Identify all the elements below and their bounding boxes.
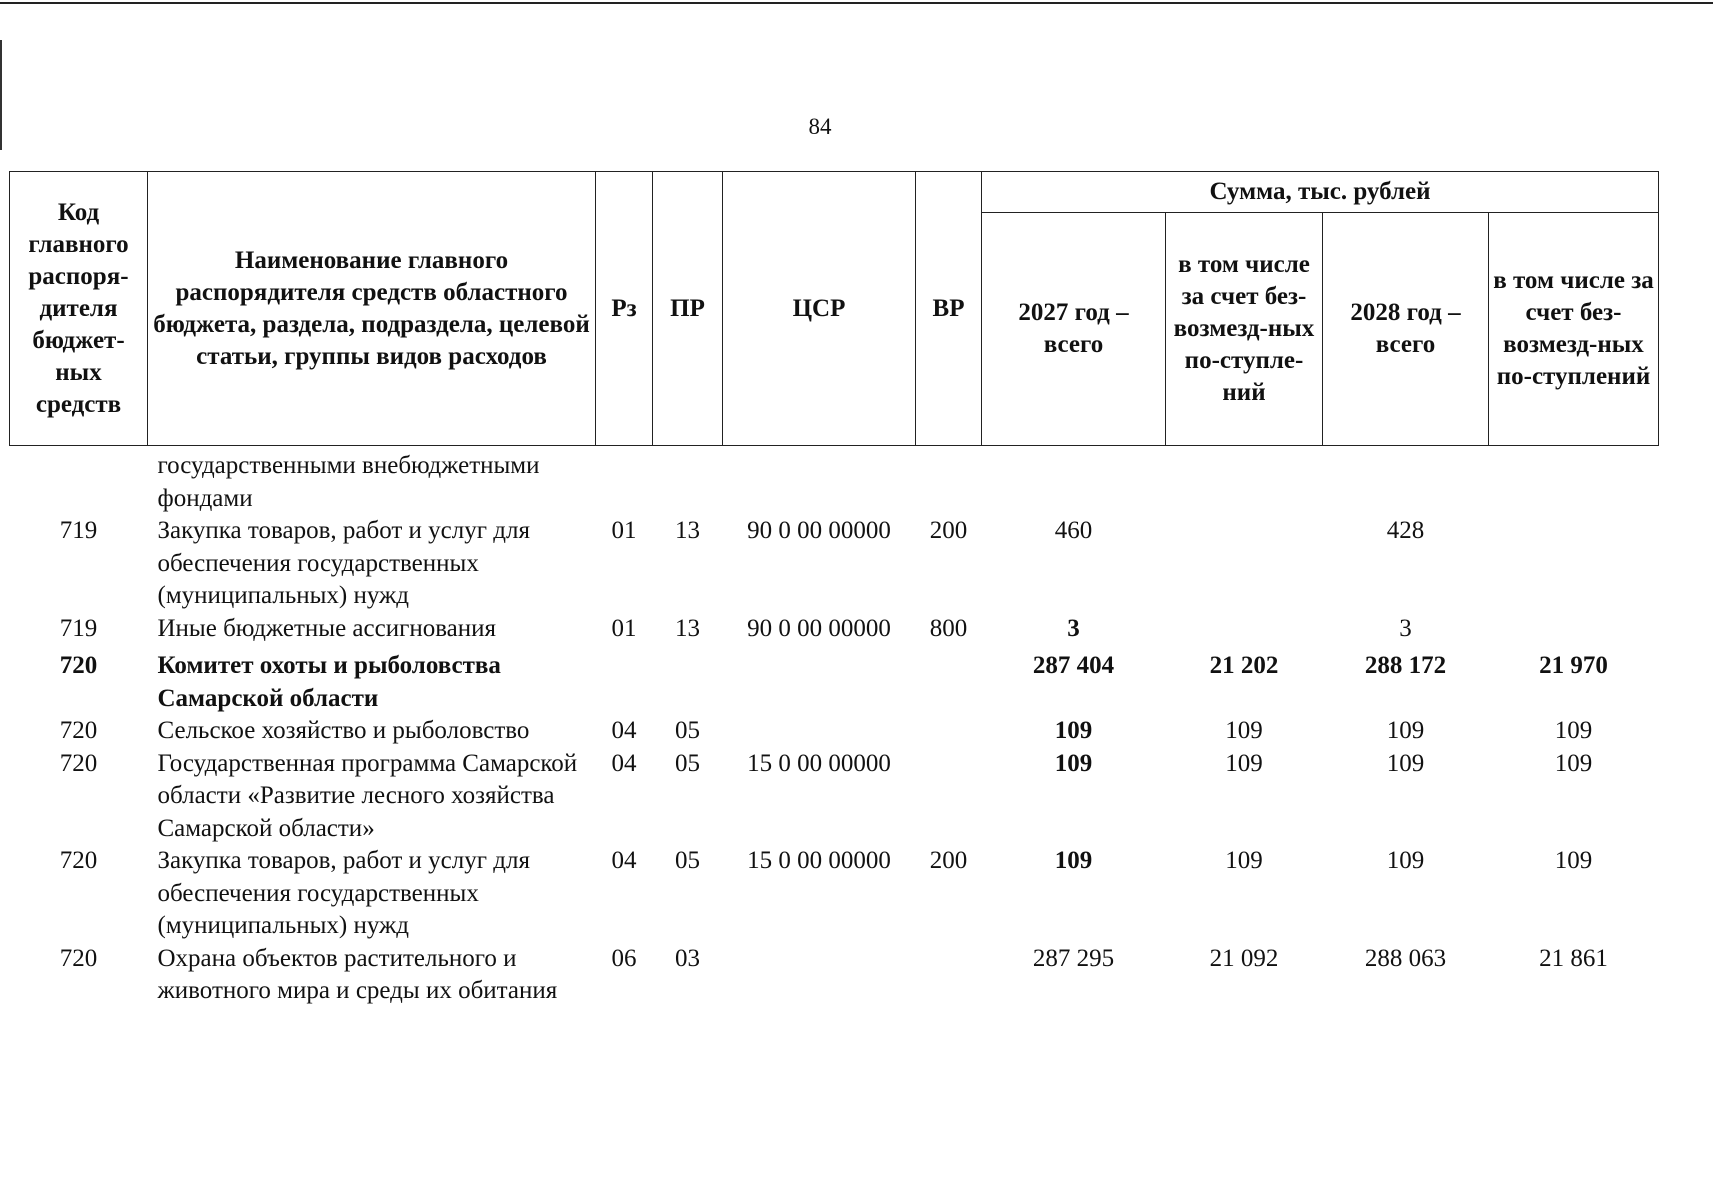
cell-2028-grants: 109 (1554, 717, 1593, 744)
cell-code: 720 (59, 717, 98, 744)
cell-pr (653, 446, 723, 516)
cell-name: Иные бюджетные ассигнования (157, 614, 497, 642)
table-row (10, 748, 1659, 846)
cell-rz: 04 (611, 847, 637, 874)
cell-csr: 15 0 00 00000 (747, 847, 891, 874)
cell-vr: 200 (929, 517, 968, 544)
cell-code (10, 446, 148, 516)
cell-rz: 04 (611, 717, 637, 744)
cell-code: 719 (59, 614, 98, 642)
cell-2027-grants: 109 (1225, 847, 1263, 874)
cell-2028-grants: 21 861 (1539, 944, 1608, 972)
cell-2028-total: 109 (1386, 717, 1425, 744)
table-row (10, 613, 1659, 646)
cell-2027-grants (1166, 515, 1323, 613)
cell-2028-total: 109 (1386, 847, 1425, 874)
cell-code: 720 (59, 847, 98, 874)
cell-2028-grants (1489, 515, 1659, 613)
cell-pr: 05 (675, 847, 700, 874)
cell-2027-total (982, 446, 1166, 516)
cell-name: Государственная программа Самарской области «Развитие лесного хозяйства Самарской области» (157, 749, 578, 842)
header-name: Наименование главного распорядителя средств областного бюджета, раздела, подраздела, целевой статьи, группы видов расходов (148, 172, 596, 446)
cell-rz: 06 (611, 944, 637, 972)
cell-2028-grants: 21 970 (1539, 652, 1608, 679)
cell-vr (916, 715, 982, 748)
cell-2028-grants (1489, 446, 1659, 516)
table-header (10, 172, 1659, 446)
table-row (10, 845, 1659, 943)
cell-name: Охрана объектов растительного и животного мира и среды их обитания (157, 944, 558, 1004)
cell-name: государственными внебюджетными фондами (157, 452, 540, 512)
header-2027-total: 2027 год – всего (982, 213, 1166, 446)
header-2028-grants: в том числе за счет без-возмезд-ных по-ступлений (1489, 213, 1659, 446)
header-2028-total: 2028 год – всего (1323, 213, 1489, 446)
table-row (10, 943, 1659, 1008)
cell-vr (916, 446, 982, 516)
cell-2027-total: 109 (1054, 749, 1093, 777)
cell-code: 719 (59, 517, 98, 544)
cell-2027-grants: 21 202 (1209, 652, 1279, 679)
cell-2027-total: 109 (1054, 717, 1093, 744)
cell-name: Закупка товаров, работ и услуг для обеспечения государственных (муниципальных) нужд (157, 847, 530, 939)
cell-code: 720 (59, 749, 98, 777)
cell-csr: 90 0 00 00000 (747, 614, 891, 642)
cell-code: 720 (59, 944, 98, 972)
cell-csr (723, 715, 916, 748)
table-row (10, 645, 1659, 715)
page-number: 84 (808, 114, 832, 139)
table-row (10, 446, 1659, 516)
cell-2028-total: 288 063 (1364, 944, 1447, 972)
top-border-line (0, 2, 1713, 4)
cell-2028-grants (1489, 613, 1659, 646)
header-sum: Сумма, тыс. рублей (982, 172, 1659, 213)
cell-vr: 200 (929, 847, 968, 874)
cell-2027-total: 287 295 (1032, 944, 1115, 972)
cell-2028-total: 428 (1386, 517, 1425, 544)
cell-pr: 03 (675, 944, 700, 972)
cell-vr (916, 645, 982, 715)
cell-2027-total: 3 (1067, 614, 1080, 642)
table-row (10, 715, 1659, 748)
cell-name: Сельское хозяйство и рыболовство (157, 717, 530, 744)
header-vr: ВР (916, 172, 982, 446)
header-csr: ЦСР (723, 172, 916, 446)
cell-rz (596, 446, 653, 516)
header-2027-grants: в том числе за счет без-возмезд-ных по-ступле-ний (1166, 213, 1323, 446)
cell-csr: 15 0 00 00000 (747, 749, 891, 777)
cell-2027-total: 460 (1054, 517, 1093, 544)
cell-2028-total: 109 (1386, 749, 1425, 777)
cell-2027-grants (1166, 613, 1323, 646)
cell-csr: 90 0 00 00000 (747, 517, 891, 544)
cell-2027-total: 287 404 (1032, 652, 1115, 679)
cell-2028-total: 288 172 (1364, 652, 1447, 679)
cell-rz: 04 (611, 749, 637, 777)
cell-2028-grants: 109 (1554, 847, 1593, 874)
cell-code: 720 (59, 652, 98, 679)
cell-2027-grants (1166, 446, 1323, 516)
cell-rz: 01 (611, 517, 637, 544)
cell-csr (723, 645, 916, 715)
budget-table (9, 171, 1659, 1008)
cell-2027-grants: 109 (1225, 717, 1263, 744)
cell-pr: 05 (675, 749, 700, 777)
cell-2027-grants: 21 092 (1209, 944, 1279, 972)
cell-2027-grants: 109 (1225, 749, 1263, 777)
cell-name: Комитет охоты и рыболовства Самарской области (157, 652, 501, 712)
table-body (10, 446, 1659, 1008)
cell-2027-total: 109 (1054, 847, 1093, 874)
header-rz: Рз (596, 172, 653, 446)
cell-2028-total: 3 (1399, 614, 1412, 642)
cell-rz: 01 (611, 614, 637, 642)
cell-2028-total (1323, 446, 1489, 516)
header-code: Код главного распоря-дителя бюджет-ных средств (10, 172, 148, 446)
cell-pr: 05 (675, 717, 700, 744)
cell-2028-grants: 109 (1554, 749, 1593, 777)
cell-csr (723, 943, 916, 1008)
cell-csr (723, 446, 916, 516)
cell-pr (653, 645, 723, 715)
cell-name: Закупка товаров, работ и услуг для обеспечения государственных (муниципальных) нужд (157, 517, 530, 609)
cell-pr: 13 (675, 517, 700, 544)
header-pr: ПР (653, 172, 723, 446)
table-row (10, 515, 1659, 613)
cell-pr: 13 (675, 614, 700, 642)
cell-vr: 800 (929, 614, 968, 642)
cell-vr (916, 943, 982, 1008)
cell-vr (916, 748, 982, 846)
cell-rz (596, 645, 653, 715)
